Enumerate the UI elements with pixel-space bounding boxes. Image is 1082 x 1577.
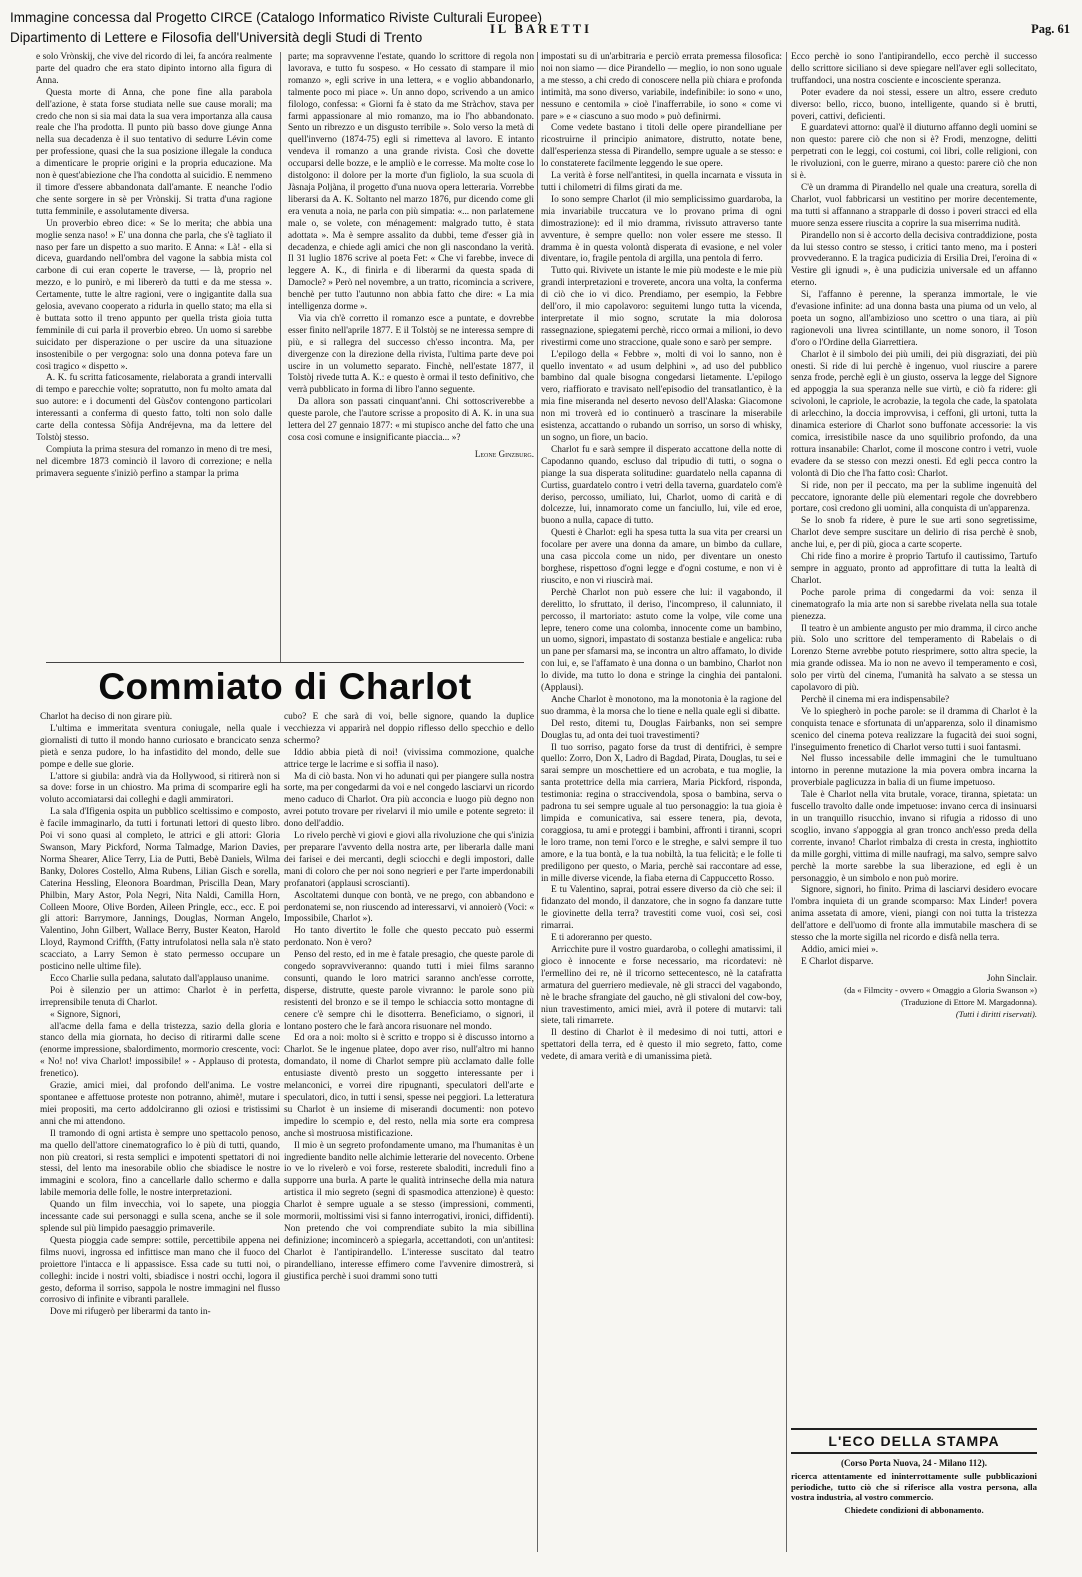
paragraph: Il teatro è un ambiente angusto per mio dramma, il circo anche più. Solo uno scrittore del temperamento di Rabelais o di Lorenzo Sterne avrebbe potuto riesprimere, sotto altra specie, la mia grande odissea. Ma io non ne avevo il temperamento e così, solo per virtù del cinema, l'umanità ha salvato a se stessa un capolavoro di più. [791, 623, 1037, 694]
paragraph: Ma di ciò basta. Non vi ho adunati qui per piangere sulla nostra sorte, ma per congedarmi da voi e nel congedo lasciarvi un ricordo meno caduco di Charlot. Ora più acconcia e luogo più degno non avrei potuto trovare per rivelarvi il mio umile e potente segreto: il dono dell'addio. [284, 771, 534, 830]
paragraph: Si, l'affanno è perenne, la speranza immortale, le vie d'evasione infinite: ad una donna basta una piuma od un velo, al poeta un sogno, all'ambizioso uno scettro o una tiara, ai più ragionevoli una livrea scintillante, un nome sonoro, il Toson d'oro o l'Ordine della Giarrettiera. [791, 290, 1037, 348]
paragraph: e solo Vrònskij, che vive del ricordo di lei, fa ancóra realmente parte del quadro che era stato dipinto intorno alla figura di Anna. [36, 52, 272, 86]
paragraph: Arricchite pure il vostro guardaroba, o colleghi amatissimi, il gioco è innocente e forse necessario, ma ricordatevi: nè l'ermellino dei re, nè il tricorno settecentesco, nè la catafratta armatura del guerriero medievale, nè gli stracci del vagabondo, nè le brache sfrangiate del gaucho, nè gli stivaloni del cow-boy, niun travestimento, amici miei, avrà il potere di mutarvi: tali siete, tali rimarrete. [541, 944, 782, 1027]
translation-note: (Traduzione di Ettore M. Margadonna). [900, 996, 1037, 1007]
paragraph: E Charlot disparve. [801, 956, 874, 967]
paragraph: Tale è Charlot nella vita brutale, vorace, tiranna, spietata: un fuscello travolto dalle onde impetuose: invano cerca di insinuarsi in un tranquillo risucchio, invano si rifugia a ridosso di uno scoglio, invano s'appoggia al gran tronco anch'esso preda della corrente, invano! Charlot rimbalza di cresta in cresta, inghiottito da mille gorghi, vittima di mille naufragi, ma salvo, sempre salvo perchè la morte sarebbe la sua liberazione, ed egli è un personaggio, è un simbolo e non può morire. [791, 790, 1037, 884]
paragraph: Perchè Charlot non può essere che lui: il vagabondo, il derelitto, lo sfruttato, il deriso, l'incompreso, il calunniato, il percosso, il martoriato: astuto come la volpe, vile come una lepre, tenero come una colomba, innocente come un bambino, un uomo, signori, impastato di sostanza bestiale e angelica: ruba un pane per sfamarsi ma, se incontra un altro affamato, lo divide con lui, e, se l'affamato è una donna o un bambino, Charlot non lo divide, ma tutto lo dona e stringe la cinghia dei pantaloni. (Applausi). [541, 587, 782, 694]
paragraph: E guardatevi attorno: qual'è il diuturno affanno degli uomini se non questo: parere ciò che non si è? Frodi, menzogne, delitti perpetrati con le leggi, coi costumi, coi libri, colle religioni, con le rivoluzioni, con le guerre, mirano a questo: parere ciò che non si è. [791, 123, 1037, 182]
paragraph: Quando un film invecchia, voi lo sapete, una pioggia incessante cade sui personaggi e sulla scena, anche se il sole splende sul più limpido paesaggio primaverile. [40, 1200, 280, 1234]
paragraph: Chi ride fino a morire è proprio Tartufo il cautissimo, Tartufo sempre in agguato, pronto ad approfittare di tutta la lealtà di Charlot. [791, 552, 1037, 586]
paragraph: Del resto, ditemi tu, Douglas Fairbanks, non sei sempre Douglas tu, ad onta dei tuoi travestimenti? [541, 718, 782, 741]
article-charlot-column-2 [284, 712, 534, 1284]
paragraph: E tu Valentino, saprai, potrai essere diverso da ciò che sei: il fidanzato del mondo, il danzatore, che in sogno fa danzare tutte le giovinette della terra? travestiti come vuoi, così sei, così rimarrai. [541, 885, 782, 932]
paragraph: Nel flusso incessabile delle immagini che le tumultuano intorno in perenne mutazione la mia povera ombra incarna la proverbiale paglicuzza in balia di un fiume impetuoso. [791, 754, 1037, 789]
paragraph: Lo rivelo perchè vi giovi e giovi alla rivoluzione che qui s'inizia per preparare l'avvento della nostra arte, per liberarla dalle mani dei farisei e dei mercanti, degli sciocchi e degli impostori, dalle mani di coloro che per noi sono negrieri e per l'arte imperdonabili profanatori (applausi scroscianti). [284, 831, 534, 889]
paragraph: Poche parole prima di congedarmi da voi: senza il cinematografo la mia arte non si sarebbe rivelata nella sua totale pienezza. [791, 587, 1037, 622]
paragraph: Charlot ha deciso di non girare più. [40, 712, 173, 722]
advertisement-title: L'ECO DELLA STAMPA [791, 1428, 1037, 1454]
source-note: (da « Filmcity - ovvero « Omaggio a Gloria Swanson ») [844, 984, 1037, 995]
advertisement-address: (Corso Porta Nuova, 24 - Milano 112). [841, 1458, 987, 1468]
paragraph: Come vedete bastano i titoli delle opere pirandelliane per ricostruirne il principio animatore, distrutto, notate bene, dall'esperienza stessa di Pirandello, sempre uguale a se stesso: e lo constaterete facilmente leggendo le sue opere. [541, 123, 782, 170]
paragraph: Poter evadere da noi stessi, essere un altro, essere creduto diverso: bello, ricco, buono, intelligente, quando si è brutti, poveri, cattivi, deficienti. [791, 87, 1037, 122]
paragraph: Poi è silenzio per un attimo: Charlot è in perfetta, irreprensibile tenuta di Charlot. [40, 985, 280, 1008]
paragraph: Ecco Charlie sulla pedana, salutato dall'applauso unanime. [50, 973, 270, 984]
paragraph: Anche Charlot è monotono, ma la monotonia è la ragione del suo dramma, è la morsa che lo tiene e nella quale egli si dibatte. [541, 694, 782, 717]
paragraph: Il destino di Charlot è il medesimo di noi tutti, attori e spettatori della terra, ed è questo il mio segreto, fatto, come vedete, di amara verità e di umanissima pietà. [541, 1028, 782, 1063]
advertisement-note: Chiedete condizioni di abbonamento. [844, 1504, 984, 1515]
paragraph: L'ultima e immeritata sventura coniugale, nella quale i giornalisti di tutto il mondo hanno curiosato e brancicato senza pietà e senza pudore, lo ha infastidito del mondo, delle sue pompe e delle sue glorie. [40, 723, 280, 770]
credit-line-1: Immagine concessa dal Progetto CIRCE (Catalogo Informatico Riviste Culturali Europee) [10, 10, 542, 25]
rights-note: (Tutti i diritti riservati). [955, 1008, 1037, 1019]
paragraph: impostati su di un'arbitraria e perciò errata premessa filosofica: noi non siamo — dice Pirandello — meglio, io non sono uguale a me stesso, a chi credo di conoscere nella più chiara e profonda intimità, ma sono diverso, variabile, indefinibile: io sono « uno, nessuno e centomila » cioè l'inafferrabile, io sono « come vi pare » e « ciascuno a suo modo » può definirmi. [541, 52, 782, 122]
signature-sinclair: John Sinclair. [986, 972, 1037, 983]
paragraph: L'attore si giubila: andrà via da Hollywood, si ritirerà non si sa dove: forse in un chiostro. Ma prima di scomparire egli ha voluto accomiatarsi dai colleghi e dagli ammiratori. [40, 771, 280, 806]
paragraph: Ed ora a noi: molto si è scritto e troppo si è discusso intorno a Charlot. Se le ingenue platee, dopo aver riso, null'altro mi hanno domandato, il nome di Charlot sempre più acclamato dalle folle entusiaste diventò presto un soggetto interessante per i melanconici, e vorrei dire ripugnanti, speculatori dell'arte e speculatori, dico, in tutti i sensi, spesse nei peggiori. La letteratura su Charlot è un insieme di miserandi documenti: non potevo impedire lo scempio e, del resto, nella mia sorte era compresa anche sì mostruosa mistificazione. [284, 1033, 534, 1139]
paragraph: Questi è Charlot: egli ha spesa tutta la sua vita per crearsi un focolare per avere una donna da amare, un bimbo da cullare, una casa piccola come un nido, per diventare un onesto borghese, rispettoso d'ogni legge e d'ogni costume, e non vi è riuscito, e non vi riuscirà mai. [541, 528, 782, 586]
paragraph: Il tramondo di ogni artista è sempre uno spettacolo penoso, ma quello dell'attore cinematografico lo è più di tutti, quando, non più creatori, si resta semplici e impotenti spettatori di noi stessi, del lento ma inesorabile oblio che sbiadisce le nostre immagini e scolora, fino a cancellarle dallo schermo e dalla labile memoria delle folle, le nostre interpretazioni. [40, 1128, 280, 1199]
article-charlot-column-3 [541, 52, 782, 1064]
paragraph: L'epilogo della « Febbre », molti di voi lo sanno, non è quello inventato « ad usum delphini », ad uso del pubblico bambino dal quale bisogna congedarsi lietamente. L'epilogo vero, riaffiorato e travisato nell'episodio del transatlantico, è la mia fine miseranda nel deserto nevoso dell'Alaska: Giacomone non mi troverà ed io continuerò a trascinare la miserabile esistenza, accattando o rubando un sorriso, un sorso di whisky, un sogno, un fiore, un bacio. [541, 349, 782, 443]
paragraph: Ho tanto divertito le folle che questo peccato può essermi perdonato. Non è vero? [284, 926, 534, 949]
credit-line-2: Dipartimento di Lettere e Filosofia dell'Università degli Studi di Trento [10, 30, 423, 45]
paragraph: E ti adoreranno per questo. [551, 933, 652, 944]
paragraph: Iddio abbia pietà di noi! (vivissima commozione, qualche attrice terge le lacrime e si soffia il naso). [284, 747, 534, 770]
paragraph: Compiuta la prima stesura del romanzo in meno di tre mesi, nel dicembre 1873 cominciò il lavoro di correzione; e nella primavera seguente s'iniziò perfino a stampar la prima [36, 444, 272, 479]
advertisement-body: ricerca attentamente ed ininterrottamente sulle pubblicazioni periodiche, tutto ciò che si riferisce alla vostra persona, alla vostra industria, al vostro commercio. [791, 1471, 1037, 1503]
paragraph: « Signore, Signori, [50, 1009, 121, 1020]
paragraph: Se lo snob fa ridere, è pure le sue arti sono segretissime, Charlot deve sempre suscitare un delirio di risa perchè è snob, anche lui, e, per di più, gioca a carte scoperte. [791, 516, 1037, 551]
paragraph: La sala d'Ifigenia ospita un pubblico sceltissimo e composto, è facile immaginarlo, da tutti i fortunati lettori di questo libro. Poi vi sono quasi al completo, le attrici e gli attori: Gloria Swanson, Mary Pickford, Norma Talmadge, Marion Davies, Norma Shearer, Alice Terry, Lia de Putti, Bebè Daniels, Wilma Banky, Dolores Costello, Alma Rubens, Lilian Gisch e sorella, Caterina Hessling, Eleonora Boardman, Priscilla Dean, Mary Philbin, Mary Astor, Pola Negri, Nita Naldi, Camilla Horn, Colleen Moore, Olive Borden, Aileen Pringle, ecc., ecc. E poi gli attori: Barrymore, Jannings, Douglas, Norman Angelo, Valentino, John Gilbert, Wallace Berry, Buster Keaton, Harold Lloyd, Raymond Criffth, (Fatty intrufolatosi nella sala n'è stato scacciato, a Larry Semon è stato permesso occupare un posticino nelle ultime file). [40, 807, 280, 973]
column-rule [786, 52, 787, 1552]
paragraph: Pirandello non si è accorto della decisiva contraddizione, posta da lui stesso contro se stesso, i critici tanto meno, ma i posteri provvederanno. E la tragica pudicizia di Ersilia Drei, l'eroina di « Vestire gli ignudi », è una pudicizia universale ed un affanno eterno. [791, 230, 1037, 289]
article-title-commiato-di-charlot: Commiato di Charlot [46, 662, 524, 709]
paragraph: Tutto qui. Rivivete un istante le mie più modeste e le mie più grandi interpretazioni e troverete, ancora una volta, la conferma di ciò che io vi dico. Prendiamo, per esempio, la Febbre dell'oro, il mio capolavoro: seguitemi lungo tutta la vicenda, interpretate il mio sogno, scrutate la mia dolorosa rassegnazione, spiegatemi perchè, ricco ormai a milioni, io devo rivestirmi come uno straccione, quale sono e sarò per sempre. [541, 266, 782, 348]
paragraph: Perchè il cinema mi era indispensabile? [801, 694, 950, 705]
article-ginzburg-column-1 [36, 52, 272, 481]
paragraph: cubo? E che sarà di voi, belle signore, quando la duplice vecchiezza vi apparirà nel doppio riflesso dello specchio e dello schermo? [284, 712, 534, 746]
article-charlot-column-4 [791, 52, 1037, 1020]
paragraph: Si ride, non per il peccato, ma per la sublime ingenuità del peccatore, ignorante delle più elementari regole che dovrebbero portare, così credono gli uomini, alla conquista di un'apparenza. [791, 480, 1037, 515]
paragraph: Ecco perchè io sono l'antipirandello, ecco perchè il successo dello scrittore siciliano si deve spiegare nell'aver egli sollecitato, truffandoci, una nostra cosciente e incosciente speranza. [791, 52, 1037, 86]
paragraph: Il tuo sorriso, pagato forse da trust di dentifrici, è sempre quello: Zorro, Don X, Ladro di Bagdad, Pirata, Douglas, tu sei e sarai sempre un moschettiere ed un acrobata, e tua moglie, la santa protettrice della mia carriera, Maria Pickford, risponda, testimonia: regina o straccivendola, sposa o bambina, serva o padrona tu sei sempre uguale al tuo personaggio: la tua gioia è limpida e comunicativa, sai essere tenera, pia, devota, coraggiosa, tu ami e proteggi i bambini, affronti i tiranni, scopri le loro trame, non temi l'orco e le streghe, e salvi sempre il tuo amore, e la tua bontà, e la tua nobiltà, la tua felicità; e le folle ti prediligono per questo, o Maria, perchè sai raccontare ad esse, in mille diverse vicende, la fiaba eterna di Cappuccetto Rosso. [541, 742, 782, 884]
paragraph: Grazie, amici miei, dal profondo dell'anima. Le vostre spontanee e affettuose proteste non potranno, ahimè!, mutare i miei propositi, ma certo addolciranno gli oziosi e tristissimi anni che mi attendono. [40, 1081, 280, 1127]
paragraph: C'è un dramma di Pirandello nel quale una creatura, sorella di Charlot, vuol fabbricarsi un vestitino per morire decentemente, ma tutti si affannano a strapparle di dosso i poveri stracci ed ella muore senza essere riuscita a coprire la sua miserrima nudità. [791, 182, 1037, 229]
column-rule [537, 52, 538, 1552]
paragraph: Dove mi rifugerò per liberarmi da tanto in- [50, 1307, 211, 1318]
paragraph: La verità è forse nell'antitesi, in quella incarnata e vissuta in tutti i chilometri di films girati da me. [541, 171, 782, 193]
paragraph: A. K. fu scritta faticosamente, rielaborata a grandi intervalli di tempo e parecchie volte; sopratutto, non fu molto amata dal suo autore: e i documenti del Gùsčov contengono particolari interessanti a conferma di questo fatto, tolti non solo dalle carte della contessa Sòfija Andréjevna, ma da lettere del Tolstòj stesso. [36, 373, 272, 443]
paragraph: Ascoltatemi dunque con bontà, ve ne prego, con abbandono e perdonatemi se, non riuscendo ad interessarvi, vi annoierò (Voci: « Impossibile, Charlot »). [284, 890, 534, 925]
masthead: IL BARETTI [490, 22, 592, 36]
advertisement-eco-della-stampa [791, 1428, 1037, 1515]
paragraph: Via via ch'è corretto il romanzo esce a puntate, e dovrebbe esser finito nell'aprile 1877. E il Tolstòj se ne interessa sempre di più, e si rallegra del successo ch'esso incontra. Ma, per divergenze con la direzione della rivista, l'ultima parte deve poi uscire in un volumetto separato. Finchè, nell'estate 1877, il Tolstòj rivede tutta A. K.: e questo è ormai il testo definitivo, che verrà pubblicato in forma di libro l'anno seguente. [288, 313, 534, 396]
paragraph: Io sono sempre Charlot (il mio semplicissimo guardaroba, la mia invariabile truccatura ve lo provano prima di ogni dimostrazione): ed il mio dramma, rivissuto attraverso tante avventure, è sempre quello: non voler essere me stesso. Il dramma è in questa volontà disperata di evasione, e nel voler diventare, io, fragile pentola di argilla, una pentola di ferro. [541, 194, 782, 265]
paragraph: Questa pioggia cade sempre: sottile, percettibile appena nei films nuovi, ingrossa ed infittisce man mano che il fuoco del proiettore l'intacca e li appassisce. Essa cade su tutti noi, o colleghi: incide i nostri volti, sbiadisce i nostri occhi, logora il gesto, deforma il sorriso, sappola le nostre immagini nel flusso corrosivo di infinite e vibranti parallele. [40, 1235, 280, 1306]
paragraph: Questa morte di Anna, che pone fine alla parabola dell'azione, è stata forse studiata nelle sue cause morali; ma credo che non si sia mai data la sua vera importanza alla causa reale che l'ha prodotta. Il punto più basso dove giunge Anna nella sua decadenza è il suo tentativo di sedurre Lévin come per professione, quasi che la sua posizione illegale la conduca a dimenticare le proprie origini e la propria educazione. Ma non è quest'abiezione che l'ha condotta al suicidio. E nemmeno il timore d'essere abbandonata dall'amante. E neanche l'odio che sente sorgere in sè per Vrònskij. Si tratta d'una ragione tutta femminile, e assolutamente diversa. [36, 87, 272, 217]
paragraph: Ve lo spiegherò in poche parole: se il dramma di Charlot è la conquista tenace e sfortunata di un'apparenza, solo il dinamismo scenico del cinema poteva realizzare la fugacità dei suoi sogni, l'inseguimento frenetico di Charlot verso tutti i suoi fantasmi. [791, 706, 1037, 753]
paragraph: Da allora son passati cinquant'anni. Chi sottoscriverebbe a queste parole, che l'autore scrisse a proposito di A. K. in una sua lettera del 27 gennaio 1877: « mi stupisco anche del fatto che una cosa così comune e insignificante piaccia... »? [288, 397, 534, 443]
article-charlot-column-1 [40, 712, 280, 1319]
article-ginzburg-column-2 [288, 52, 534, 461]
paragraph: Penso del resto, ed in me è fatale presagio, che queste parole di congedo sopravviveranno: quando tutti i miei films saranno consunti, quando le loro matrici saranno anch'esse corrotte, disperse, distrutte, queste parole vivranno: le parole sono più resistenti del bronzo e se il tempo le schiaccia sotto montagne di cenere c'è sempre chi le disotterra. Beneficiamo, o signori, il lontano postero che le farà ancora risuonare nel mondo. [284, 950, 534, 1032]
paragraph: parte; ma sopravvenne l'estate, quando lo scrittore di regola non lavorava, e tutto fu sospeso. « Ho cessato di stampare il mio romanzo », egli scrive in una lettera, « e voglio abbandonarlo, talmente poco mi piace ». Un anno dopo, scrivendo a un amico filologo, confessa: « Giorni fa è stato da me Stràchov, stava per farmi appassionare al mio romanzo, ma io l'ho abbandonato. Sento un ribrezzo e un disgusto terribile ». Solo verso la metà di quell'inverno (1874-75) egli si rimetteva al lavoro. E intanto vendeva il romanzo a una grande rivista. Così che dovette occuparsi delle bozze, e le ampliò e le corresse. Ma molte cose lo distolgono: il dolore per la morte d'un figliolo, la sua scuola di Jàsnaja Poljàna, il progetto d'una nuova opera letteraria. Vorrebbe liberarsi da A. K. Soltanto nel marzo 1876, pur dicendo come gli era venuta a noia, ne parla con più simpatia: «... non parlatemene male o, se volete, con ménagement: malgrado tutto, è stata adottata ». Ma è sempre assalito da dubbi, teme d'esser già in decadenza, e chiede agli amici che non gli nascondano la verità. Il 31 luglio 1876 scrive al poeta Fet: « Che vi farebbe, invece di leggere A. K., di finirla e di liberarmi da questa spada di Damocle? » Però nel novembre, a un tratto, ricomincia a scrivere, benchè per tutto l'autunno non abbia fatto che dire: « La mia intelligenza dorme ». [288, 52, 534, 313]
paragraph: Charlot fu e sarà sempre il disperato accattone della notte di Capodanno quando, escluso dal tripudio di tutti, o sogna o piange la sua disperata solitudine: guardatelo nella capanna di Curtiss, guardatelo contro i vetri della taverna, guardatelo com'è deriso, percosso, umiliato, lui, Charlot, uomo di carità e di dolcezze, lui, innamorato come un fanciullo, lui, vile ed eroe, buono a nulla, capace di tutto. [541, 444, 782, 527]
paragraph: Charlot è il simbolo dei più umili, dei più disgraziati, dei più onesti. Si ride di lui perchè è ingenuo, vuol riuscire a parere senza frode, perchè egli è un giusto, osserva la legge del Signore ed appoggia la sua speranza nelle sue virtù, e ciò fa ridere: gli scivoloni, le capriole, le acrobazie, la tegola che cade, la spatolata di arlecchino, la doccia improvvisa, i ceffoni, gli urtoni, tutta la dinamica esteriore di Charlot sono buffonate accessorie: la vis comica, irresistibile nasce da uno squilibrio profondo, da una rottura insanabile: Charlot, come il moscone contro i vetri, vuole evadere da se stesso con mezzi onesti. Ed egli pecca contro la volontà di Dio che l'ha fatto così: Charlot. [791, 349, 1037, 479]
page-number: Pag. 61 [1031, 22, 1070, 36]
paragraph: Il mio è un segreto profondamente umano, ma l'humanitas è un ingrediente bandito nelle alchimie letterarie del novecento. Orbene io ve lo rivelerò e voi forse, resterete sbaloditi, increduli fino a supporre una burla. A parte le qualità intrinseche della mia natura artistica il mio segreto (segni di spasmodica attenzione) è questo: Charlot è sempre uguale a se stesso (impressioni, commenti, mormorii, moltissimi visi si fanno interrogativi, ironici, diffidenti). Non pretendo che voi comprendiate subito la mia sibillina definizione; incomincerò a spiegarla, accettandoti, con un'antitesi: Charlot è l'antipirandello. L'interesse suscitato dal teatro pirandelliano, interesse effimero come l'avvenire dimostrerà, si giustifica perchè i suoi drammi sono tutti [284, 1140, 534, 1282]
paragraph: Un proverbio ebreo dice: « Se lo merita; che abbia una moglie senza naso! » E' una donna che parla, che s'è tagliato il naso per fare un dispetto a suo marito. E Anna: « Là! - ella si diceva, guardando nell'ombra del vagone la sabbia mista col carbone di cui eran coperte le traverse, — là, proprio nel mezzo, e lo punirò, e mi libererò da tutti e da me stessa ». Certamente, tutte le altre ragioni, vere o ingigantite dalla sua gelosia, avevano cooperato a ridurla in quello stato; ma ella si è buttata sotto il treno appunto per quella trista gioia tutta femminile di cui parla il proverbio ebreo. Un uomo si sarebbe suicidato per disperazione o per uscire da una situazione insostenibile o per vergogna: solo una donna poteva fare un così tragico « dispetto ». [36, 218, 272, 372]
paragraph: Addio, amici miei ». [801, 944, 879, 955]
signature-ginzburg: Leone Ginzburg. [474, 448, 534, 459]
column-rule [280, 52, 281, 662]
paragraph: all'acme della fama e della tristezza, sazio della gloria e stanco della mia giornata, ho deciso di ritirarmi dalle scene (enorme impressione, sbalordimento, mormorio crescente, voci: « No! no! viva Charlot! impossibile! » - Applauso di protesta, frenetico). [40, 1021, 280, 1080]
paragraph: Signore, signori, ho finito. Prima di lasciarvi desidero evocare l'ombra inquieta di un grande scomparso: Max Linder! povera anima assetata di amore, vieni, piangi con noi tutta la tristezza dell'attore e dell'uomo di fronte alla immutabile maschera di se stesso che la morte sigilla nel ricordo e disfà nella terra. [791, 885, 1037, 944]
